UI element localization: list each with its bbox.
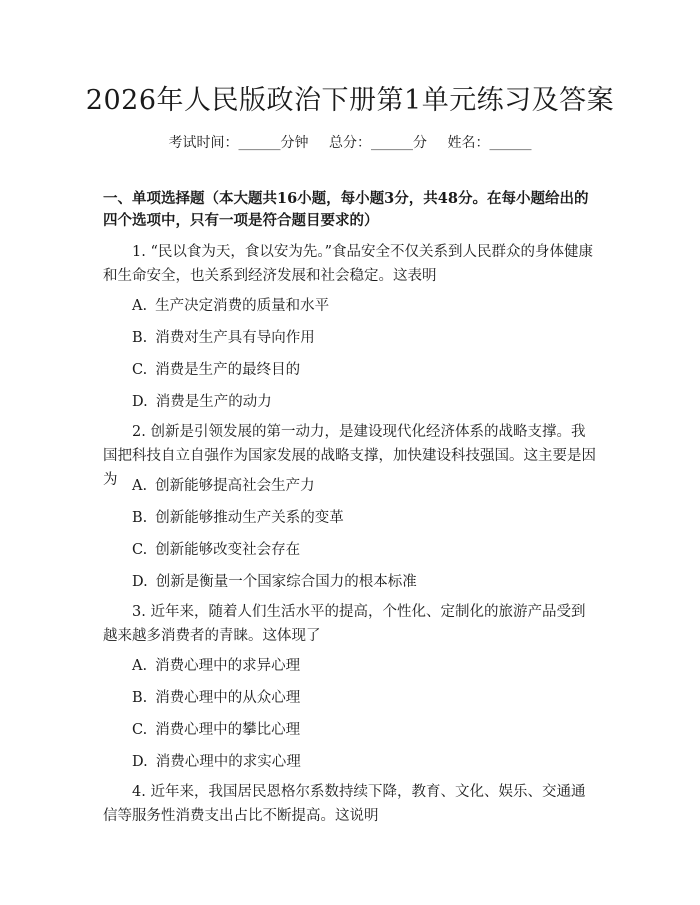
exam-score: 总分：______分 bbox=[329, 135, 427, 151]
question-stem-1: 1. “民以食为天，食以安为先。”食品安全不仅关系到人民群众的身体健康和生命安全，也关系到经济发展和社会稳定。这表明 bbox=[103, 244, 594, 284]
exam-time: 考试时间：______分钟 bbox=[168, 135, 309, 151]
page-title: 2026年人民版政治下册第1单元练习及答案 bbox=[85, 85, 615, 116]
option-2d: D. 创新是衡量一个国家综合国力的根本标准 bbox=[132, 574, 417, 590]
question-stem-4: 4. 近年来，我国居民恩格尔系数持续下降，教育、文化、娱乐、交通通信等服务性消费支出占比不断提高。这说明 bbox=[103, 784, 586, 824]
option-2c: C. 创新能够改变社会存在 bbox=[132, 542, 301, 558]
option-1b: B. 消费对生产具有导向作用 bbox=[132, 330, 315, 346]
option-3d: D. 消费心理中的求实心理 bbox=[132, 754, 301, 770]
option-3b: B. 消费心理中的从众心理 bbox=[132, 690, 301, 706]
option-3c: C. 消费心理中的攀比心理 bbox=[132, 722, 301, 738]
section-heading: 一、单项选择题（本大题共16小题，每小题3分，共48分。在每小题给出的四个选项中，只有一项是符合题目要求的） bbox=[103, 190, 589, 229]
option-1a: A. 生产决定消费的质量和水平 bbox=[132, 298, 330, 314]
option-1c: C. 消费是生产的最终目的 bbox=[132, 362, 301, 378]
option-3a: A. 消费心理中的求异心理 bbox=[132, 658, 301, 674]
option-1d: D. 消费是生产的动力 bbox=[132, 394, 272, 410]
option-2a: A. 创新能够提高社会生产力 bbox=[132, 478, 315, 494]
question-stem-2: 2. 创新是引领发展的第一动力，是建设现代化经济体系的战略支撑。我国把科技自立自强作为国家发展的战略支撑，加快建设科技强国。这主要是因为 bbox=[103, 424, 596, 488]
option-2b: B. 创新能够推动生产关系的变革 bbox=[132, 510, 344, 526]
exam-info-line bbox=[0, 132, 700, 152]
question-stem-3: 3. 近年来，随着人们生活水平的提高，个性化、定制化的旅游产品受到越来越多消费者的青睐。这体现了 bbox=[103, 604, 586, 644]
student-name: 姓名：______ bbox=[447, 135, 532, 151]
